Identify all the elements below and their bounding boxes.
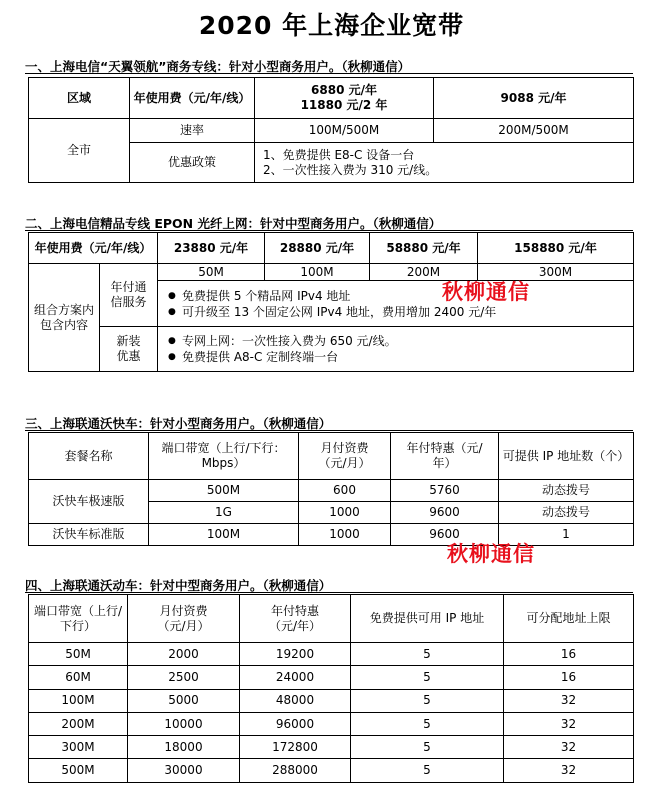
header-ip-limit: 可分配地址上限 [504, 595, 634, 643]
header-free-ip: 免费提供可用 IP 地址 [351, 595, 504, 643]
annual-cell: 9600 [391, 502, 499, 524]
section3-divider [25, 430, 633, 431]
annual-cell: 19200 [240, 643, 351, 666]
table-row [29, 759, 634, 782]
price-plan-2: 9088 元/年 [434, 78, 634, 119]
ip-limit-cell: 16 [504, 643, 634, 666]
bandwidth-cell: 500M [149, 480, 299, 502]
free-ip-cell: 5 [351, 736, 504, 759]
monthly-cell: 1000 [299, 524, 391, 546]
promo-label: 优惠政策 [130, 143, 255, 183]
table-row [29, 666, 634, 689]
plan-name: 沃快车极速版 [29, 480, 149, 524]
free-ip-cell: 5 [351, 666, 504, 689]
bullet-item: ● 免费提供 A8-C 定制终端一台 [168, 349, 633, 365]
header-region: 区域 [29, 78, 130, 119]
price-cell: 58880 元/年 [370, 233, 478, 264]
header-annual-fee: 年使用费（元/年/线） [130, 78, 255, 119]
price-cell: 28880 元/年 [265, 233, 370, 264]
monthly-cell: 600 [299, 480, 391, 502]
bullet-item: ● 可升级至 13 个固定公网 IPv4 地址，费用增加 2400 元/年 [168, 304, 633, 320]
ip-cell: 动态拨号 [499, 502, 634, 524]
ip-limit-cell: 32 [504, 736, 634, 759]
watermark: 秋柳通信 [442, 280, 530, 304]
section4-rows [29, 643, 634, 783]
annual-cell: 48000 [240, 689, 351, 712]
header-ip-count: 可提供 IP 地址数（个） [499, 433, 634, 480]
annual-cell: 288000 [240, 759, 351, 782]
price-cell: 23880 元/年 [158, 233, 265, 264]
header-bandwidth: 端口带宽（上行/下行） [29, 595, 128, 643]
section4-table [28, 594, 634, 783]
price-cell: 158880 元/年 [478, 233, 634, 264]
free-ip-cell: 5 [351, 759, 504, 782]
rate-label: 速率 [130, 119, 255, 143]
free-ip-cell: 5 [351, 712, 504, 735]
combo-label: 组合方案内包含内容 [29, 264, 100, 372]
section1-heading: 一、上海电信“天翼领航”商务专线：针对小型商务用户。（秋柳通信） [25, 59, 411, 74]
annual-cell: 5760 [391, 480, 499, 502]
table-row [29, 643, 634, 666]
header-annual: 年付特惠（元/年） [391, 433, 499, 480]
new-install-label: 新装优惠 [100, 327, 158, 372]
rate-plan-1: 100M/500M [255, 119, 434, 143]
bullet-item: ● 专网上网：一次性接入费为 650 元/线。 [168, 333, 633, 349]
section1-table [28, 77, 634, 183]
ip-limit-cell: 32 [504, 712, 634, 735]
section4-divider [25, 592, 633, 593]
free-ip-cell: 5 [351, 689, 504, 712]
header-monthly: 月付资费（元/月） [299, 433, 391, 480]
bandwidth-cell: 50M [29, 643, 128, 666]
section4-heading: 四、上海联通沃动车：针对中型商务用户。（秋柳通信） [25, 578, 332, 593]
section3-heading: 三、上海联通沃快车：针对小型商务用户。（秋柳通信） [25, 416, 332, 431]
annual-service-label: 年付通信服务 [100, 264, 158, 327]
monthly-cell: 30000 [128, 759, 240, 782]
ip-limit-cell: 16 [504, 666, 634, 689]
section3-table [28, 432, 634, 546]
speed-cell: 300M [478, 264, 634, 281]
monthly-cell: 18000 [128, 736, 240, 759]
price-plan-1: 6880 元/年 11880 元/2 年 [255, 78, 434, 119]
annual-cell: 9600 [391, 524, 499, 546]
ip-limit-cell: 32 [504, 689, 634, 712]
annual-cell: 172800 [240, 736, 351, 759]
ip-cell: 动态拨号 [499, 480, 634, 502]
table-row [29, 689, 634, 712]
monthly-cell: 10000 [128, 712, 240, 735]
section2-divider [25, 230, 633, 231]
speed-cell: 200M [370, 264, 478, 281]
free-ip-cell: 5 [351, 643, 504, 666]
rate-plan-2: 200M/500M [434, 119, 634, 143]
promo-content [255, 143, 634, 183]
header-annual-fee: 年使用费（元/年/线） [29, 233, 158, 264]
bandwidth-cell: 500M [29, 759, 128, 782]
bandwidth-cell: 300M [29, 736, 128, 759]
bandwidth-cell: 60M [29, 666, 128, 689]
bandwidth-cell: 1G [149, 502, 299, 524]
header-bandwidth: 端口带宽（上行/下行：Mbps） [149, 433, 299, 480]
section2-heading: 二、上海电信精品专线 EPON 光纤上网：针对中型商务用户。（秋柳通信） [25, 216, 442, 231]
watermark: 秋柳通信 [447, 542, 535, 566]
header-monthly: 月付资费（元/月） [128, 595, 240, 643]
bandwidth-cell: 100M [29, 689, 128, 712]
promo-item: 2、一次性接入费为 310 元/线。 [263, 162, 438, 177]
bandwidth-cell: 200M [29, 712, 128, 735]
monthly-cell: 2500 [128, 666, 240, 689]
page-title: 2020 年上海企业宽带 [198, 11, 465, 40]
ip-limit-cell: 32 [504, 759, 634, 782]
annual-cell: 96000 [240, 712, 351, 735]
speed-cell: 100M [265, 264, 370, 281]
new-install-content [158, 327, 634, 372]
bandwidth-cell: 100M [149, 524, 299, 546]
section1-divider [25, 73, 633, 74]
ip-cell: 1 [499, 524, 634, 546]
region-cell: 全市 [29, 119, 130, 183]
header-annual: 年付特惠（元/年） [240, 595, 351, 643]
annual-service-content [158, 281, 634, 327]
promo-item: 1、免费提供 E8-C 设备一台 [263, 147, 415, 162]
table-row [29, 736, 634, 759]
annual-cell: 24000 [240, 666, 351, 689]
monthly-cell: 5000 [128, 689, 240, 712]
plan-name: 沃快车标准版 [29, 524, 149, 546]
speed-cell: 50M [158, 264, 265, 281]
header-plan-name: 套餐名称 [29, 433, 149, 480]
monthly-cell: 2000 [128, 643, 240, 666]
monthly-cell: 1000 [299, 502, 391, 524]
table-row [29, 712, 634, 735]
bullet-item: ● 免费提供 5 个精品网 IPv4 地址 [168, 288, 633, 304]
section2-table [28, 232, 634, 372]
